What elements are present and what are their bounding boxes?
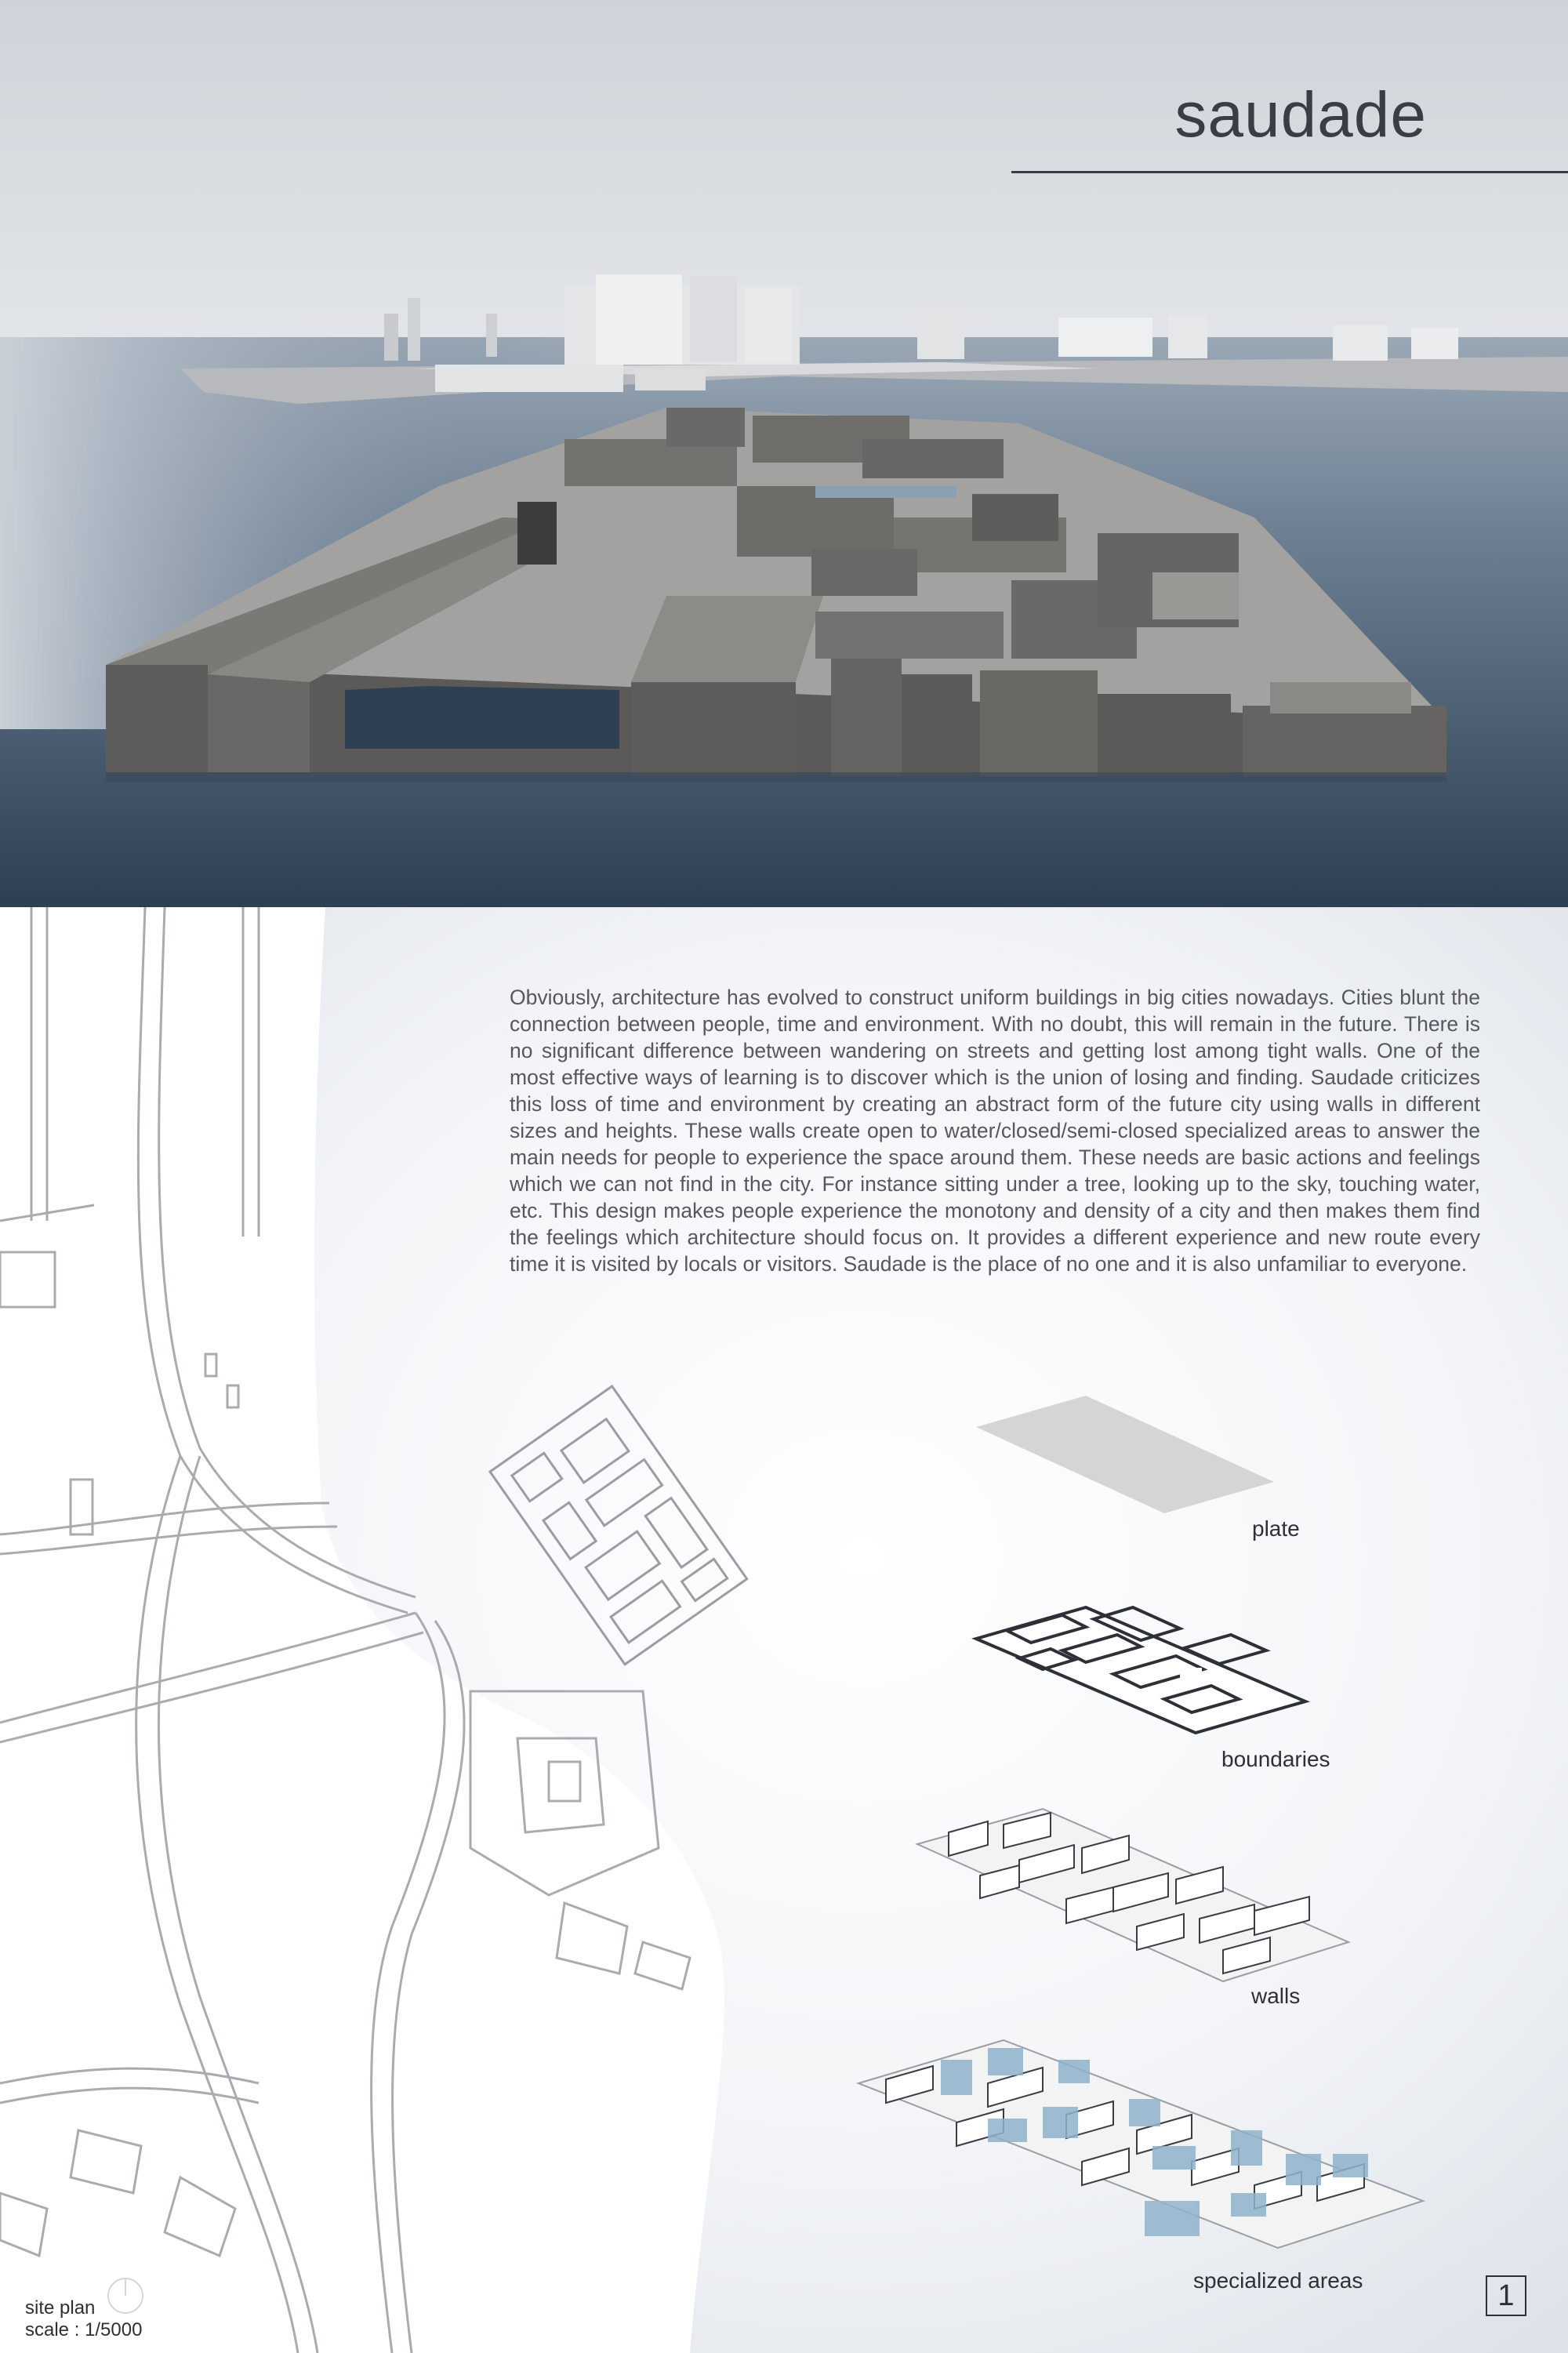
poster-title: saudade <box>1174 79 1427 151</box>
site-plan-scale: scale : 1/5000 <box>25 2319 143 2340</box>
label-boundaries: boundaries <box>1221 1747 1330 1771</box>
site-plan-label: site plan <box>25 2297 96 2319</box>
title-rule <box>1011 171 1568 173</box>
project-description: Obviously, architecture has evolved to construct uniform buildings in big cities nowadays. Cities blunt the connection between people, time and environment. With no doubt, this will remain in the future. There is no significant difference between wandering on streets and getting lost among tight walls. One of the most effective ways of learning is to discover which is the union of losing and finding. Saudade criticizes this loss of time and environment by creating an abstract form of the future city using walls in different sizes and heights. These walls create open to water/closed/semi-closed specialized areas to answer the main needs for people to experience the space around them. These needs are basic actions and feelings which we can not find in the city. For instance sitting under a tree, looking up to the sky, touching water, etc. This design makes people experience the monotony and density of a city and then makes them find the feelings which architecture should focus on. It provides a different experience and new route every time it is visited by locals or visitors. Saudade is the place of no one and it is also unfamiliar to everyone. <box>510 986 1480 1276</box>
page-number: 1 <box>1486 2275 1526 2316</box>
label-plate: plate <box>1252 1516 1300 1541</box>
site-plan-caption <box>25 2297 142 2341</box>
label-walls: walls <box>1251 1984 1301 2008</box>
label-specialized-areas: specialized areas <box>1193 2268 1363 2293</box>
